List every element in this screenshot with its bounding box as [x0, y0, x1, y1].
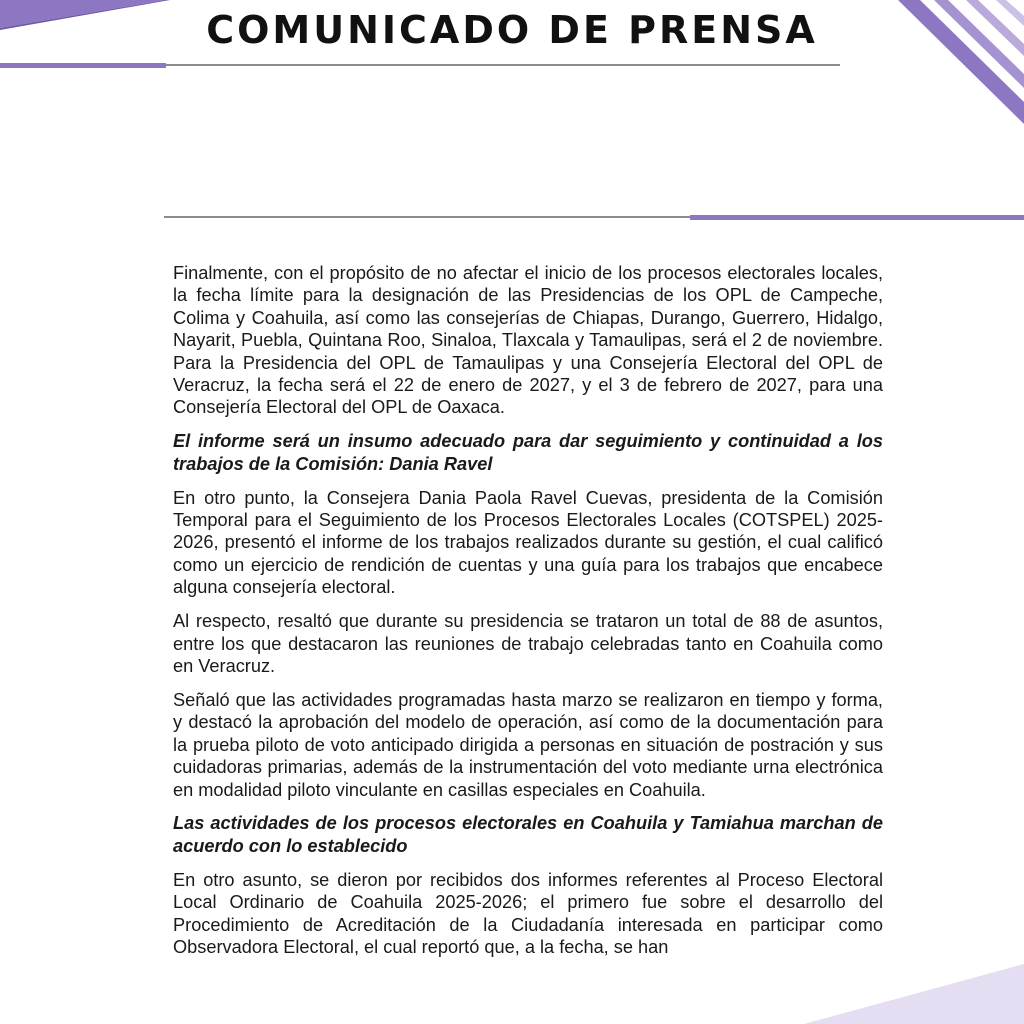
press-release-body	[173, 262, 883, 970]
paragraph-deadlines: Finalmente, con el propósito de no afectar el inicio de los procesos electorales locales, la fecha límite para la designación de las Presidencias de los OPL de Campeche, Colima y Coahuila, así como las consejerías de Chiapas, Durango, Guerrero, Hidalgo, Nayarit, Puebla, Quintana Roo, Sinaloa, Tlaxcala y Tamaulipas, será el 2 de noviembre. Para la Presidencia del OPL de Tamaulipas y una Consejería Electoral del OPL de Veracruz, la fecha será el 22 de enero de 2027, y el 3 de febrero de 2027, para una Consejería Electoral del OPL de Oaxaca.	[173, 263, 883, 418]
page-title: COMUNICADO DE PRENSA	[206, 8, 818, 52]
paragraph-actividades: Señaló que las actividades programadas hasta marzo se realizaron en tiempo y forma, y destacó la aprobación del modelo de operación, así como de la documentación para la prueba piloto de voto anticipado dirigida a personas en situación de postración y sus cuidadoras primarias, además de la instrumentación del voto mediante urna electrónica en modalidad piloto vinculante en casillas especiales en Coahuila.	[173, 689, 883, 800]
paragraph-asuntos: Al respecto, resaltó que durante su presidencia se trataron un total de 88 de asuntos, entre los que destacaron las reuniones de trabajo celebradas tanto en Coahuila como en Veracruz.	[173, 611, 883, 676]
paragraph-informes-coahuila: En otro asunto, se dieron por recibidos dos informes referentes al Proceso Electoral Local Ordinario de Coahuila 2025-2026; el primero fue sobre el desarrollo del Procedimiento de Acreditación de la Ciudadanía interesada en participar como Observadora Electoral, el cual reportó que, a la fecha, se han	[173, 869, 883, 957]
paragraph-cotspel-report: En otro punto, la Consejera Dania Paola Ravel Cuevas, presidenta de la Comisión Temporal para el Seguimiento de los Procesos Electorales Locales (COTSPEL) 2025-2026, presentó el informe de los trabajos realizados durante su gestión, el cual calificó como un ejercicio de rendición de cuentas y una guía para los trabajos que encabece alguna consejería electoral.	[173, 487, 883, 598]
subheading-coahuila-tamiahua: Las actividades de los procesos electorales en Coahuila y Tamiahua marchan de acuerdo con lo establecido	[173, 813, 883, 856]
subheading-informe: El informe será un insumo adecuado para dar seguimiento y continuidad a los trabajos de la Comisión: Dania Ravel	[173, 431, 883, 474]
corner-decoration-bottom-right	[804, 964, 1024, 1024]
